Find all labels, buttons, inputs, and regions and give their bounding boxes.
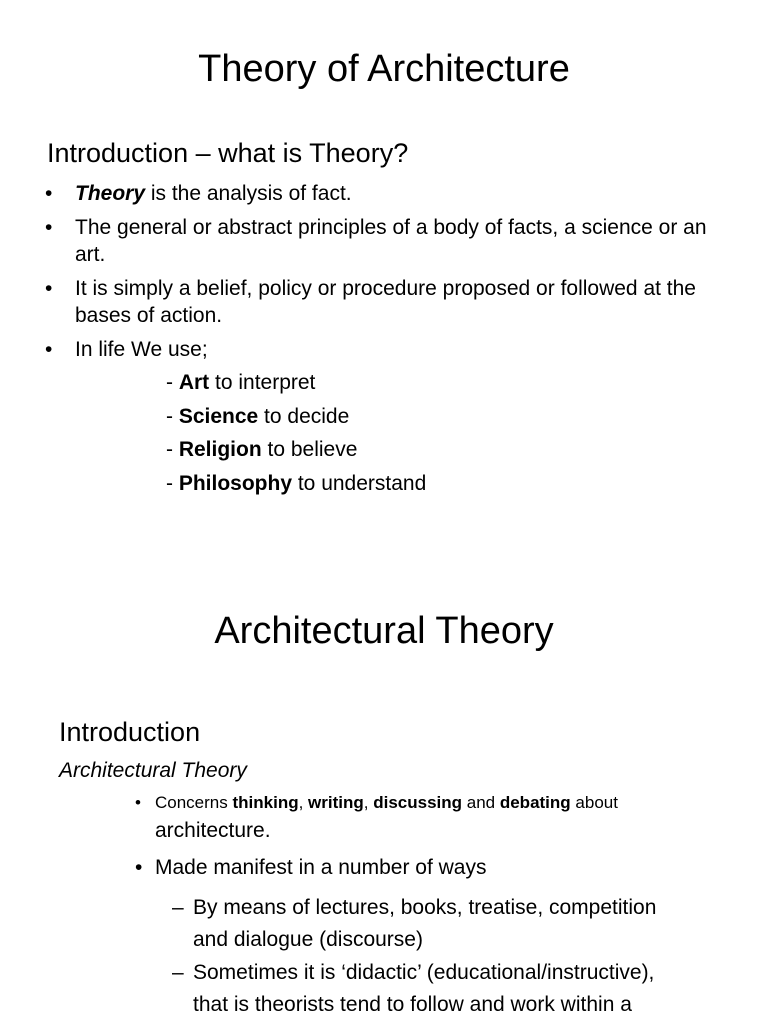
sub-item (172, 892, 657, 956)
use-term: Science (178, 405, 259, 428)
bullet-list (45, 180, 725, 370)
separator: and (462, 793, 500, 812)
sub-item-line: that is theorists tend to follow and work within a (193, 993, 632, 1016)
dash-marker: – (172, 961, 184, 984)
bold-term: writing (308, 793, 364, 812)
use-text: to decide (258, 405, 350, 428)
slide-title: Theory of Architecture (198, 48, 570, 90)
bullet-dot-icon: • (45, 338, 53, 361)
bullet-dot-icon: • (45, 182, 53, 205)
use-text: to interpret (209, 371, 316, 394)
bullet-dot-icon: • (45, 216, 53, 239)
bullet-text: about (570, 793, 618, 812)
bold-term: discussing (373, 793, 463, 812)
separator: , (298, 793, 309, 812)
bullet-item (45, 275, 725, 336)
sub-item (172, 957, 655, 1021)
bullet-dot-icon: • (45, 277, 53, 300)
slide-title: Architectural Theory (214, 610, 554, 652)
dash: - (166, 438, 179, 461)
bullet-item (45, 214, 725, 275)
dash: - (166, 405, 179, 428)
sub-item-line: By means of lectures, books, treatise, competition (193, 896, 657, 919)
separator: , (363, 793, 374, 812)
use-line (166, 405, 349, 429)
slide-architectural-theory (0, 560, 768, 1024)
bullet-text: Concerns (155, 793, 233, 812)
bullet-dot-icon: • (135, 856, 143, 879)
bullet-text: It is simply a belief, policy or procedure proposed or followed at the bases of action. (75, 277, 696, 327)
use-term: Religion (178, 438, 262, 461)
use-term: Art (178, 371, 210, 394)
use-text: to understand (292, 472, 427, 495)
bullet-term: Theory (75, 182, 146, 205)
use-line (166, 438, 357, 462)
dash: - (166, 371, 179, 394)
bullet-item (45, 180, 725, 214)
use-line (166, 472, 426, 496)
sub-item-line: and dialogue (discourse) (193, 928, 423, 951)
bullet-item (45, 336, 725, 370)
use-term: Philosophy (178, 472, 293, 495)
bullet-continuation: architecture. (155, 819, 271, 842)
use-text: to believe (261, 438, 358, 461)
bold-term: thinking (232, 793, 299, 812)
bullet-dot-icon: • (135, 793, 141, 812)
sub-item-line: Sometimes it is ‘didactic’ (educational/instructive), (193, 961, 655, 984)
bullet-text: The general or abstract principles of a body of facts, a science or an art. (75, 216, 707, 266)
use-line (166, 371, 315, 395)
bold-term: debating (499, 793, 571, 812)
section-heading: Introduction – what is Theory? (47, 138, 409, 168)
section-heading: Introduction (59, 717, 201, 747)
bullet-item-manifest (135, 856, 487, 880)
bullet-text: In life We use; (75, 338, 208, 361)
bullet-item-concerns (135, 793, 618, 813)
bullet-text: Made manifest in a number of ways (155, 856, 487, 879)
bullet-text: is the analysis of fact. (145, 182, 352, 205)
dash: - (166, 472, 179, 495)
section-subheading: Architectural Theory (59, 759, 247, 782)
dash-marker: – (172, 896, 184, 919)
